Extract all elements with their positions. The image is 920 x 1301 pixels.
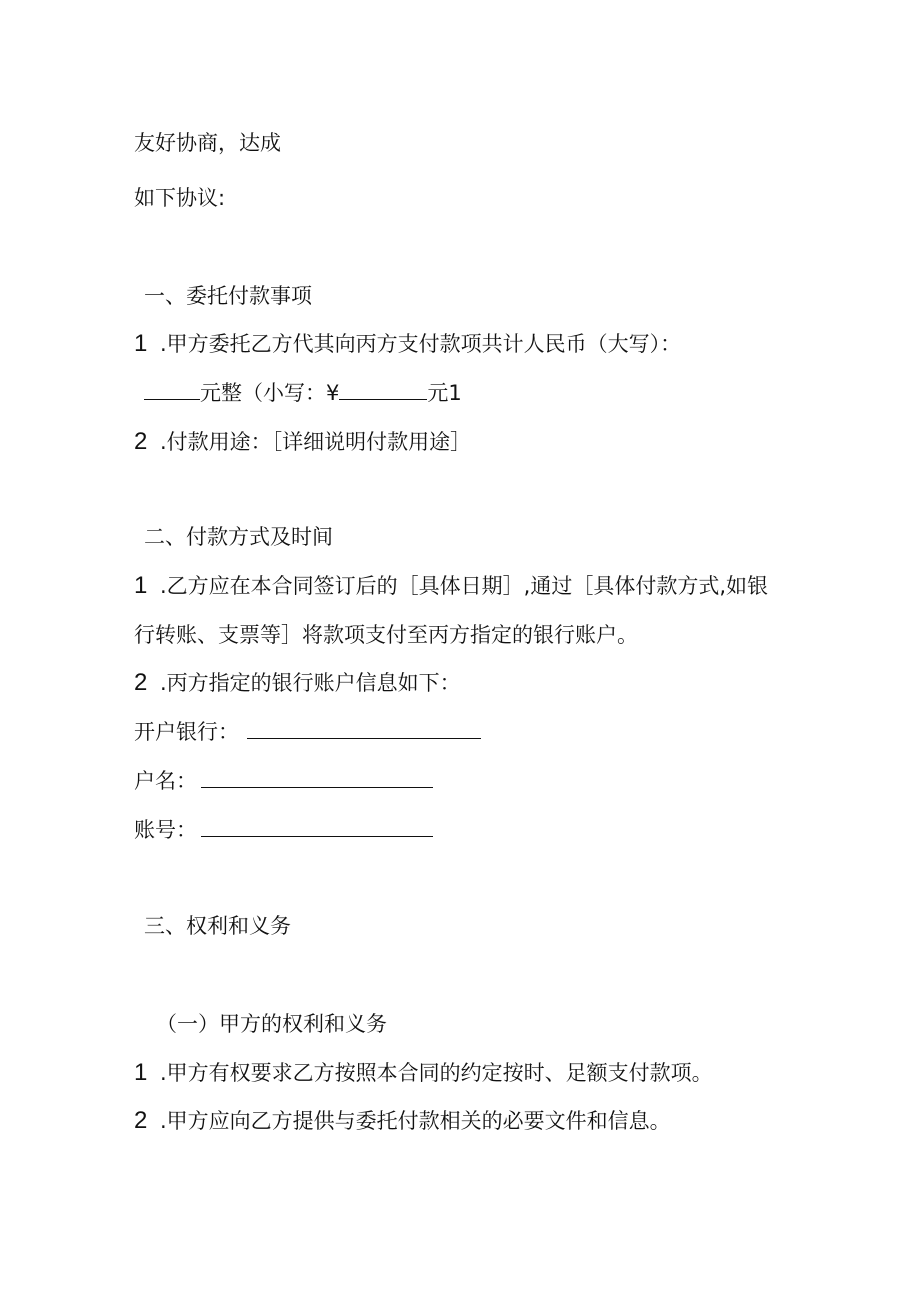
section1-item1 (134, 329, 681, 359)
account-name-row (134, 766, 433, 796)
item-text: .付款用途：［详细说明付款用途］ (160, 430, 472, 454)
item-number: 2 (134, 1107, 148, 1134)
amount-unit-text: 元整（小写：¥ (200, 381, 340, 405)
section3-heading: 三、权利和义务 (144, 914, 291, 938)
item-text: .甲方委托乙方代其向丙方支付款项共计人民币（大写）： (160, 332, 682, 356)
bank-name-field[interactable] (247, 718, 481, 739)
section1-item1-amount (144, 378, 462, 408)
item-number: 2 (134, 428, 148, 455)
item-text: .丙方指定的银行账户信息如下： (160, 671, 461, 695)
amount-end-text: 元1 (427, 381, 462, 405)
item-number: 1 (134, 1059, 148, 1086)
section3-sub-heading: （一）甲方的权利和义务 (156, 1012, 387, 1036)
account-number-row (134, 815, 433, 845)
section2-item1 (134, 571, 768, 601)
section1-heading: 一、委托付款事项 (144, 284, 312, 308)
bank-name-label: 开户银行： (134, 720, 239, 744)
amount-lowercase-blank[interactable] (339, 379, 427, 400)
item-number: 2 (134, 669, 148, 696)
amount-uppercase-blank[interactable] (144, 379, 200, 400)
account-number-label: 账号： (134, 818, 197, 842)
section2-item1-cont: 行转账、支票等］将款项支付至丙方指定的银行账户。 (134, 623, 638, 647)
item-number: 1 (134, 330, 148, 357)
account-name-label: 户名： (134, 769, 197, 793)
item-number: 1 (134, 572, 148, 599)
item-text: .甲方有权要求乙方按照本合同的约定按时、足额支付款项。 (160, 1061, 713, 1085)
account-number-field[interactable] (201, 816, 433, 837)
bank-name-row (134, 717, 481, 747)
item-text: .甲方应向乙方提供与委托付款相关的必要文件和信息。 (160, 1109, 671, 1133)
intro-line-2: 如下协议: (134, 186, 226, 210)
intro-line-1: 友好协商，达成 (134, 131, 281, 155)
account-name-field[interactable] (201, 767, 433, 788)
section1-item2 (134, 427, 471, 457)
section3-item2 (134, 1106, 671, 1136)
item-text: .乙方应在本合同签订后的［具体日期］,通过［具体付款方式,如银 (160, 574, 769, 598)
section2-item2 (134, 668, 461, 698)
section3-item1 (134, 1058, 713, 1088)
section2-heading: 二、付款方式及时间 (144, 525, 333, 549)
